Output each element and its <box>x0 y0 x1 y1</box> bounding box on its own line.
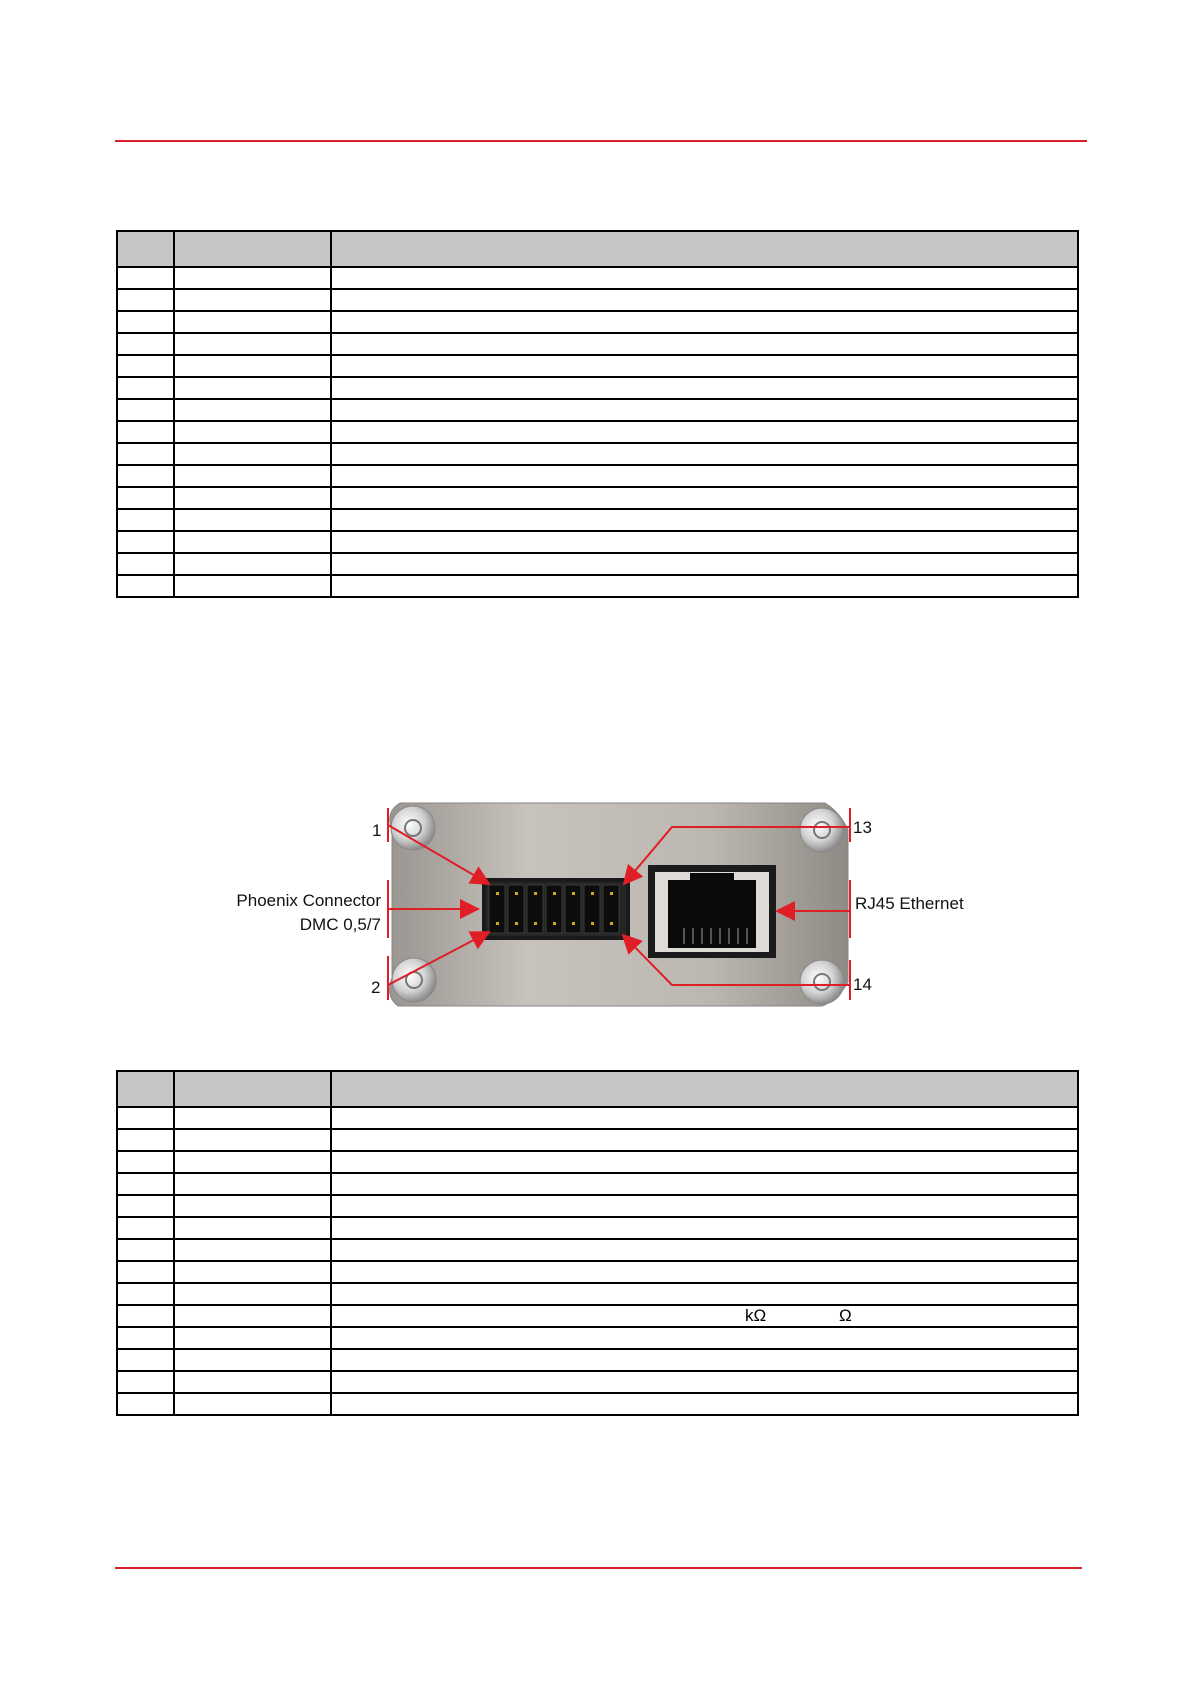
table-cell <box>117 1217 174 1239</box>
table-cell <box>174 267 331 289</box>
table-cell <box>174 289 331 311</box>
table-cell <box>174 333 331 355</box>
table-cell <box>174 1349 331 1371</box>
table-row <box>117 465 1078 487</box>
table-cell <box>174 553 331 575</box>
header-cell <box>174 1071 331 1107</box>
header-cell <box>117 231 174 267</box>
table-row <box>117 1283 1078 1305</box>
table-cell <box>117 1349 174 1371</box>
table-cell <box>117 1261 174 1283</box>
device-front-figure <box>0 790 1190 1030</box>
table-cell <box>331 1173 1078 1195</box>
table-cell <box>174 1195 331 1217</box>
header-cell <box>174 231 331 267</box>
table-cell <box>117 1151 174 1173</box>
table-cell <box>331 509 1078 531</box>
table-row <box>117 509 1078 531</box>
table-cell <box>117 311 174 333</box>
table-cell <box>174 509 331 531</box>
table-cell <box>331 487 1078 509</box>
table-cell <box>174 1129 331 1151</box>
table-row <box>117 355 1078 377</box>
table-cell <box>174 1305 331 1327</box>
table-cell <box>117 1129 174 1151</box>
table-row <box>117 1195 1078 1217</box>
table-cell <box>117 355 174 377</box>
table-cell <box>117 421 174 443</box>
table-row <box>117 553 1078 575</box>
header-cell <box>331 1071 1078 1107</box>
table-cell <box>117 465 174 487</box>
table-cell <box>331 443 1078 465</box>
table-cell <box>174 465 331 487</box>
table-row <box>117 377 1078 399</box>
label-phoenix-connector-type: DMC 0,5/7 <box>299 915 381 934</box>
table-cell <box>117 1327 174 1349</box>
table-cell <box>331 289 1078 311</box>
table-cell <box>117 553 174 575</box>
table-cell <box>117 1107 174 1129</box>
table-cell <box>117 399 174 421</box>
table-row <box>117 1151 1078 1173</box>
unit-ohm: Ω <box>839 1306 852 1325</box>
table-cell <box>174 1283 331 1305</box>
table-row <box>117 1371 1078 1393</box>
table-row <box>117 1107 1078 1129</box>
table-cell <box>331 421 1078 443</box>
table-cell <box>174 575 331 597</box>
table-row <box>117 1217 1078 1239</box>
table-cell <box>331 1305 1078 1327</box>
table-cell <box>174 399 331 421</box>
table-row <box>117 1239 1078 1261</box>
table-cell <box>117 1239 174 1261</box>
table-cell <box>331 377 1078 399</box>
table-cell <box>117 1283 174 1305</box>
table-cell <box>174 1239 331 1261</box>
table-cell <box>174 531 331 553</box>
table-row <box>117 289 1078 311</box>
footer-rule <box>115 1567 1082 1569</box>
table-row <box>117 333 1078 355</box>
label-phoenix-connector: Phoenix Connector <box>236 891 381 910</box>
table-cell <box>174 1327 331 1349</box>
header-cell <box>331 231 1078 267</box>
table-cell <box>117 1371 174 1393</box>
table-cell <box>331 355 1078 377</box>
table-cell <box>331 267 1078 289</box>
unit-kilo-ohm: kΩ <box>745 1306 767 1325</box>
rj45-port-icon <box>648 865 776 958</box>
table-cell <box>174 421 331 443</box>
table-cell <box>174 443 331 465</box>
table-row <box>117 1327 1078 1349</box>
table-row <box>117 487 1078 509</box>
label-pin-2: 2 <box>371 978 381 997</box>
table-row <box>117 1305 1078 1327</box>
table-cell <box>331 1239 1078 1261</box>
table-cell <box>331 1349 1078 1371</box>
table-cell <box>117 289 174 311</box>
table-cell <box>117 531 174 553</box>
table-row <box>117 1393 1078 1415</box>
table-cell <box>117 1393 174 1415</box>
table-row <box>117 399 1078 421</box>
screw-icon <box>391 806 435 850</box>
table-cell <box>331 553 1078 575</box>
table-cell <box>174 1107 331 1129</box>
table-header-row <box>117 1071 1078 1107</box>
table-cell <box>331 1195 1078 1217</box>
table-cell <box>117 267 174 289</box>
table-row <box>117 443 1078 465</box>
table-cell <box>117 377 174 399</box>
table-cell <box>174 1217 331 1239</box>
table-cell <box>117 443 174 465</box>
table-cell <box>174 311 331 333</box>
table-cell <box>331 1151 1078 1173</box>
table-cell <box>331 1129 1078 1151</box>
table-cell <box>117 1305 174 1327</box>
table-cell <box>331 311 1078 333</box>
label-pin-14: 14 <box>853 975 872 994</box>
table-cell <box>174 1151 331 1173</box>
table-cell <box>331 1261 1078 1283</box>
table-cell <box>174 1393 331 1415</box>
table-row <box>117 1261 1078 1283</box>
table-cell <box>174 1261 331 1283</box>
table-cell <box>331 1393 1078 1415</box>
table-cell <box>174 355 331 377</box>
table-cell <box>331 531 1078 553</box>
table-cell <box>117 333 174 355</box>
table-cell <box>174 1173 331 1195</box>
table-cell <box>117 1195 174 1217</box>
table-row <box>117 311 1078 333</box>
table-cell <box>117 509 174 531</box>
table-cell <box>117 575 174 597</box>
label-rj45-ethernet: RJ45 Ethernet <box>855 894 964 913</box>
table-cell <box>331 333 1078 355</box>
table-header-row <box>117 231 1078 267</box>
table-row <box>117 267 1078 289</box>
table-row <box>117 1129 1078 1151</box>
table-cell <box>174 487 331 509</box>
table-row <box>117 1349 1078 1371</box>
table-cell <box>331 575 1078 597</box>
table-cell <box>331 1371 1078 1393</box>
pin-table-1 <box>116 230 1079 598</box>
table-cell <box>331 1107 1078 1129</box>
label-pin-1: 1 <box>372 821 382 840</box>
table-row <box>117 575 1078 597</box>
header-rule <box>115 140 1087 142</box>
phoenix-connector-icon <box>482 878 630 940</box>
table-row <box>117 531 1078 553</box>
header-cell <box>117 1071 174 1107</box>
table-cell <box>331 399 1078 421</box>
table-cell <box>331 1283 1078 1305</box>
table-cell <box>331 1217 1078 1239</box>
table-row <box>117 421 1078 443</box>
table-cell <box>117 487 174 509</box>
screw-icon <box>800 960 844 1004</box>
table-row <box>117 1173 1078 1195</box>
screw-icon <box>800 808 844 852</box>
table-cell <box>174 377 331 399</box>
label-pin-13: 13 <box>853 818 872 837</box>
table-cell <box>331 1327 1078 1349</box>
pin-table-2 <box>116 1070 1079 1416</box>
table-cell <box>117 1173 174 1195</box>
table-cell <box>331 465 1078 487</box>
table-cell <box>174 1371 331 1393</box>
